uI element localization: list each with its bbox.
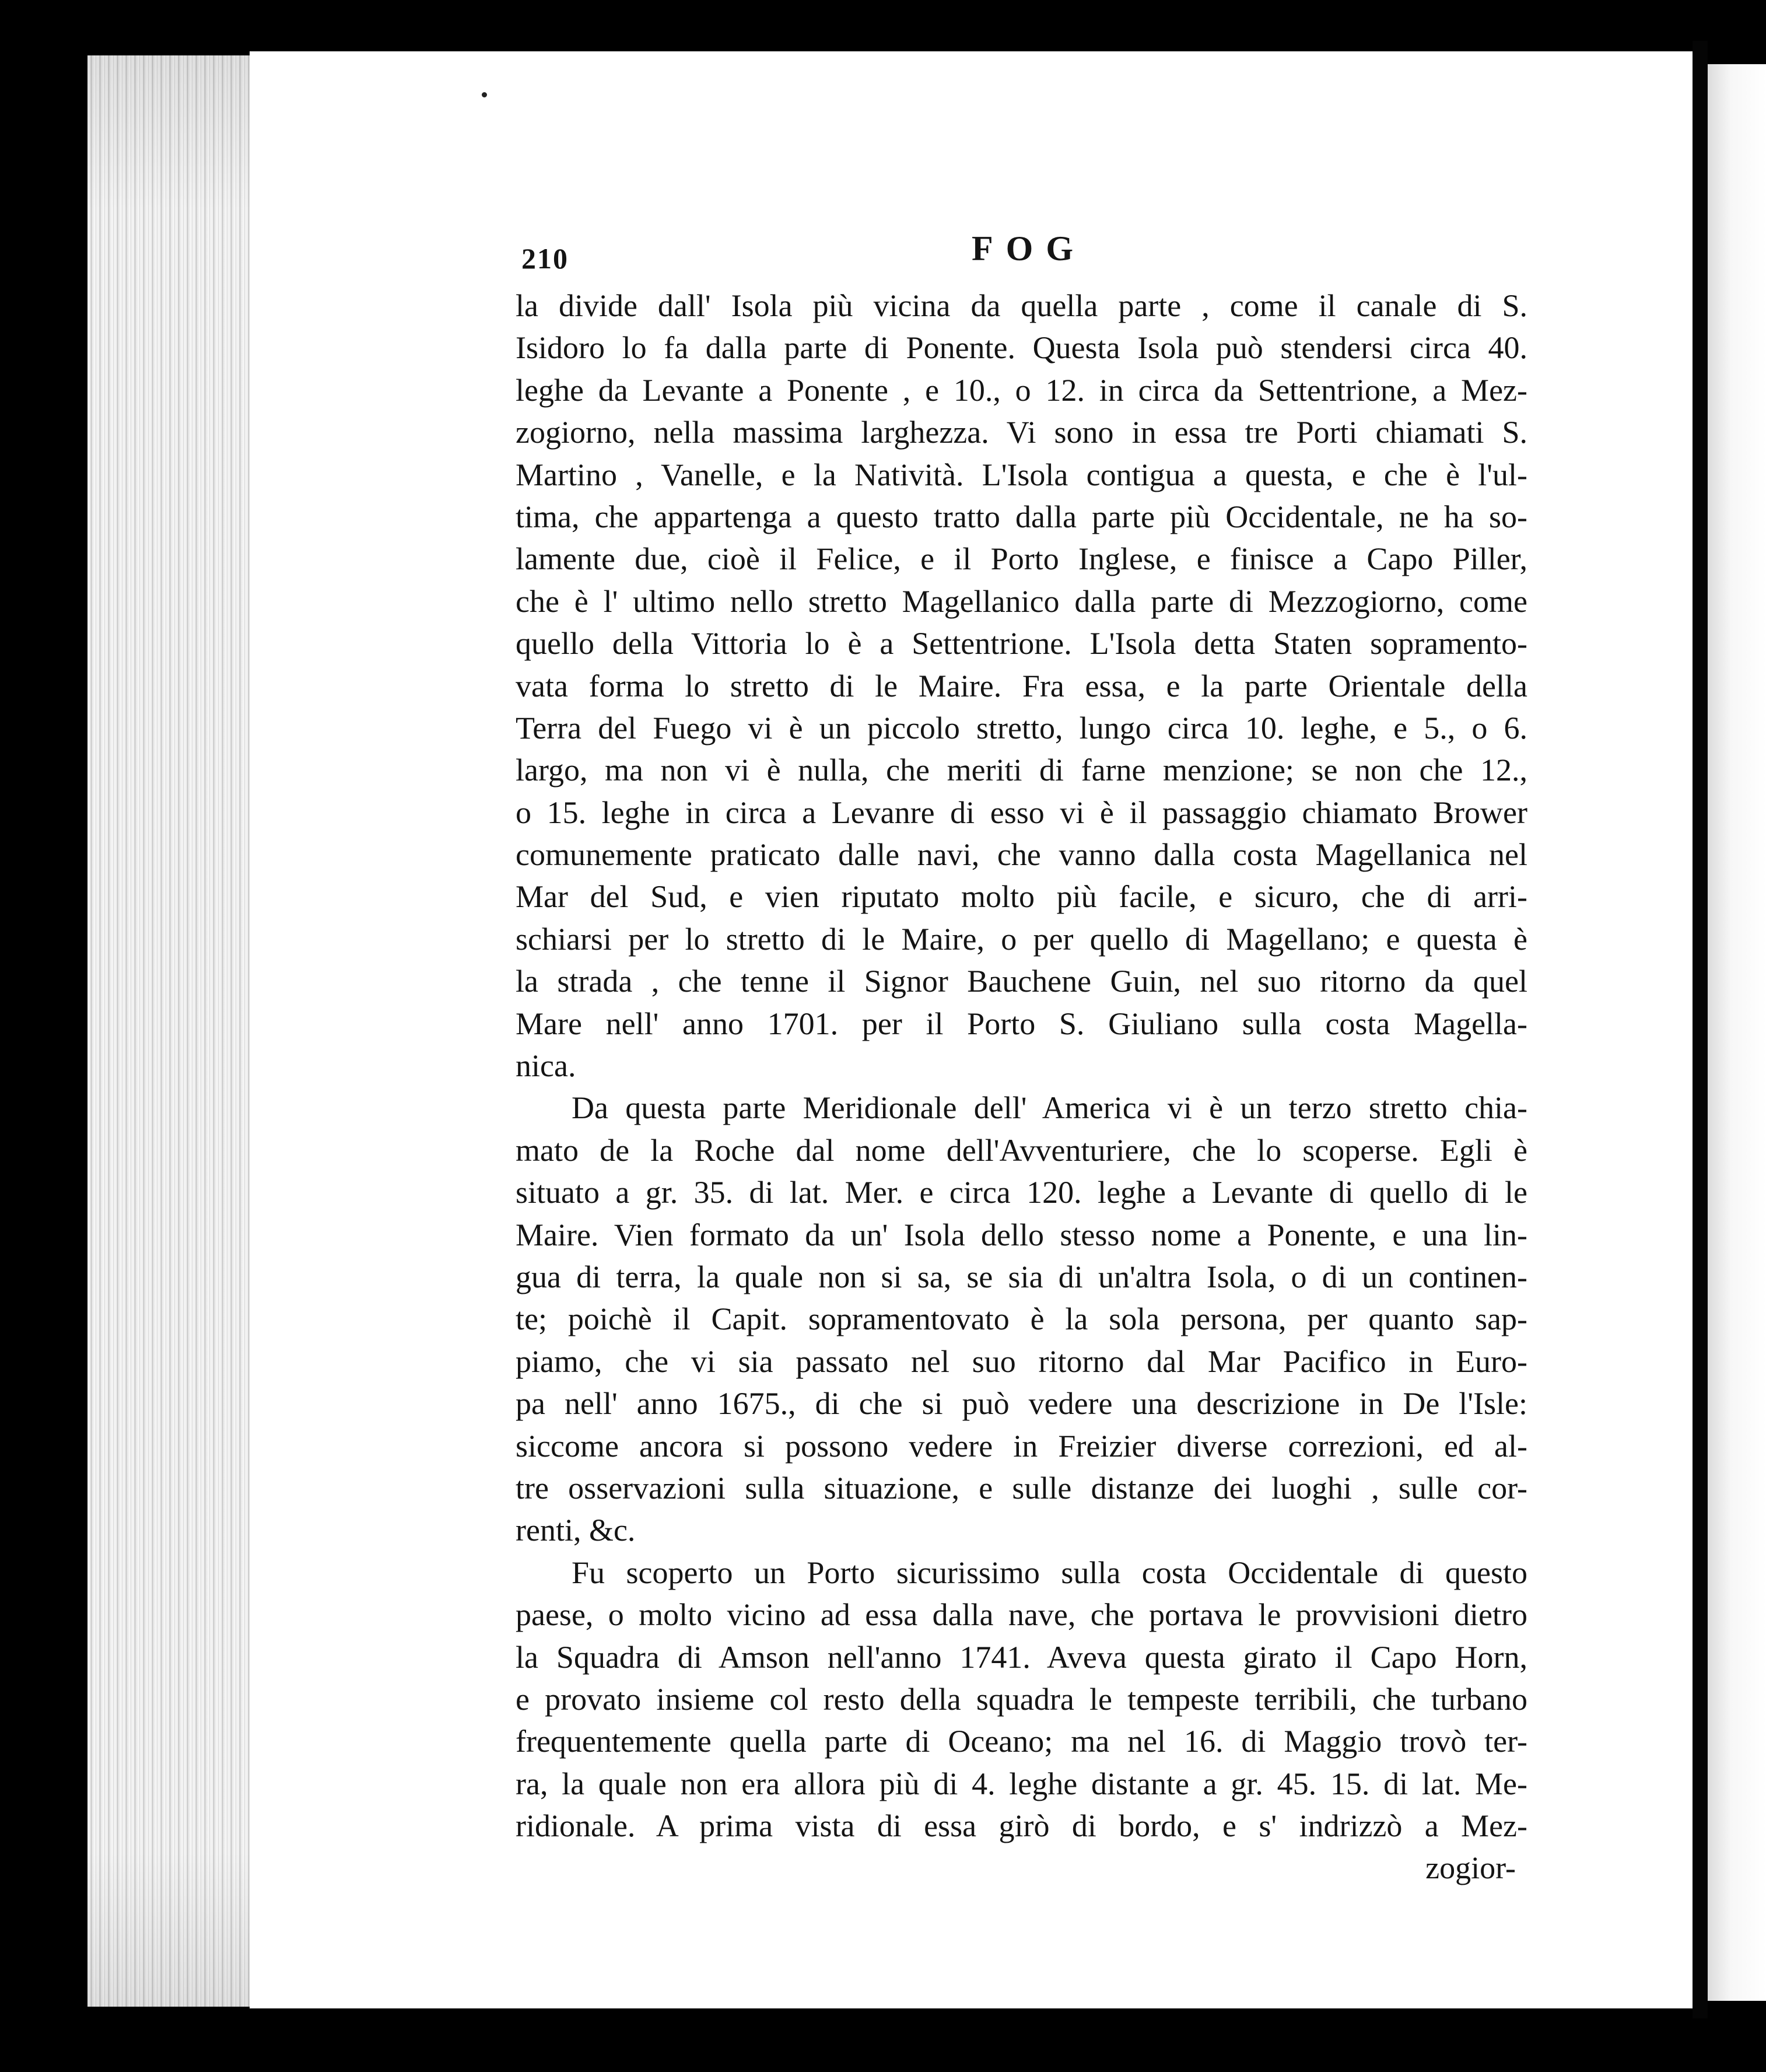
text-line: pa nell' anno 1675., di che si può vedere una descrizione in De l'Isle: (516, 1386, 1527, 1422)
text-line: quello della Vittoria lo è a Settentrione. L'Isola detta Staten sopramento- (516, 626, 1527, 662)
paragraph-3 (516, 1552, 1527, 1847)
text-line: tre osservazioni sulla situazione, e sulle distanze dei luoghi , sulle cor- (516, 1470, 1527, 1506)
text-line: frequentemente quella parte di Oceano; ma nel 16. di Maggio trovò ter- (516, 1724, 1527, 1759)
text-line: Mar del Sud, e vien riputato molto più facile, e sicuro, che di arri- (516, 879, 1527, 915)
text-line: tima, che appartenga a questo tratto dalla parte più Occidentale, ne ha so- (516, 499, 1527, 534)
text-line: o 15. leghe in circa a Levanre di esso vi è il passaggio chiamato Brower (516, 794, 1527, 830)
text-line: Maire. Vien formato da un' Isola dello stesso nome a Ponente, e una lin- (516, 1217, 1527, 1252)
text-line: lamente due, cioè il Felice, e il Porto Inglese, e finisce a Capo Piller, (516, 541, 1527, 577)
gutter-shadow (1693, 41, 1708, 2018)
catchword: zogior- (1425, 1850, 1516, 1886)
page-number: 210 (521, 242, 569, 275)
text-line: Fu scoperto un Porto sicurissimo sulla costa Occidentale di questo (572, 1555, 1527, 1590)
text-line: e provato insieme col resto della squadra le tempeste terribili, che turbano (516, 1681, 1527, 1717)
text-line: zogiorno, nella massima larghezza. Vi sono in essa tre Porti chiamati S. (516, 415, 1527, 450)
text-line: gua di terra, la quale non si sa, se sia di un'altra Isola, o di un continen- (516, 1259, 1527, 1294)
text-line: te; poichè il Capit. sopramentovato è la sola persona, per quanto sap- (516, 1301, 1527, 1337)
text-line: Mare nell' anno 1701. per il Porto S. Giuliano sulla costa Magella- (516, 1006, 1527, 1041)
text-line: ridionale. A prima vista di essa girò di bordo, e s' indrizzò a Mez- (516, 1808, 1527, 1844)
text-block (516, 229, 1527, 1889)
text-line: vata forma lo stretto di le Maire. Fra essa, e la parte Orientale della (516, 668, 1527, 704)
text-line: la strada , che tenne il Signor Bauchene Guin, nel suo ritorno da quel (516, 964, 1527, 999)
paragraph-1 (516, 285, 1527, 1087)
text-line: la Squadra di Amson nell'anno 1741. Aveva questa girato il Capo Horn, (516, 1639, 1527, 1675)
page-edges (87, 55, 250, 2007)
text-line: renti, &c. (516, 1513, 636, 1548)
running-head: FOG (972, 229, 1086, 268)
text-line: ra, la quale non era allora più di 4. leghe distante a gr. 45. 15. di lat. Me- (516, 1766, 1527, 1801)
text-line: comunemente praticato dalle navi, che vanno dalla costa Magellanica nel (516, 837, 1527, 873)
text-line: schiarsi per lo stretto di le Maire, o per quello di Magellano; e questa è (516, 921, 1527, 957)
text-line: siccome ancora si possono vedere in Freizier diverse correzioni, ed al- (516, 1428, 1527, 1464)
text-line: nica. (516, 1048, 576, 1084)
text-line: Martino , Vanelle, e la Natività. L'Isola contigua a questa, e che è l'ul- (516, 457, 1527, 492)
paragraph-2 (516, 1087, 1527, 1551)
text-line: Isidoro lo fa dalla parte di Ponente. Questa Isola può stendersi circa 40. (516, 330, 1527, 366)
text-line: la divide dall' Isola più vicina da quella parte , come il canale di S. (516, 288, 1527, 323)
text-line: Da questa parte Meridionale dell' America vi è un terzo stretto chia- (572, 1090, 1527, 1126)
facing-page-edge (1708, 64, 1766, 2001)
text-line: largo, ma non vi è nulla, che meriti di farne menzione; se non che 12., (516, 752, 1527, 788)
ink-speck (482, 92, 487, 97)
text-line: leghe da Levante a Ponente , e 10., o 12. in circa da Settentrione, a Mez- (516, 372, 1527, 408)
text-line: paese, o molto vicino ad essa dalla nave, che portava le provvisioni dietro (516, 1597, 1527, 1633)
text-line: Terra del Fuego vi è un piccolo stretto, lungo circa 10. leghe, e 5., o 6. (516, 710, 1527, 746)
text-line: mato de la Roche dal nome dell'Avventuriere, che lo scoperse. Egli è (516, 1132, 1527, 1168)
text-line: situato a gr. 35. di lat. Mer. e circa 120. leghe a Levante di quello di le (516, 1175, 1527, 1210)
page-header (516, 229, 1527, 285)
text-line: che è l' ultimo nello stretto Magellanico dalla parte di Mezzogiorno, come (516, 583, 1527, 619)
text-line: piamo, che vi sia passato nel suo ritorno dal Mar Pacifico in Euro- (516, 1343, 1527, 1379)
